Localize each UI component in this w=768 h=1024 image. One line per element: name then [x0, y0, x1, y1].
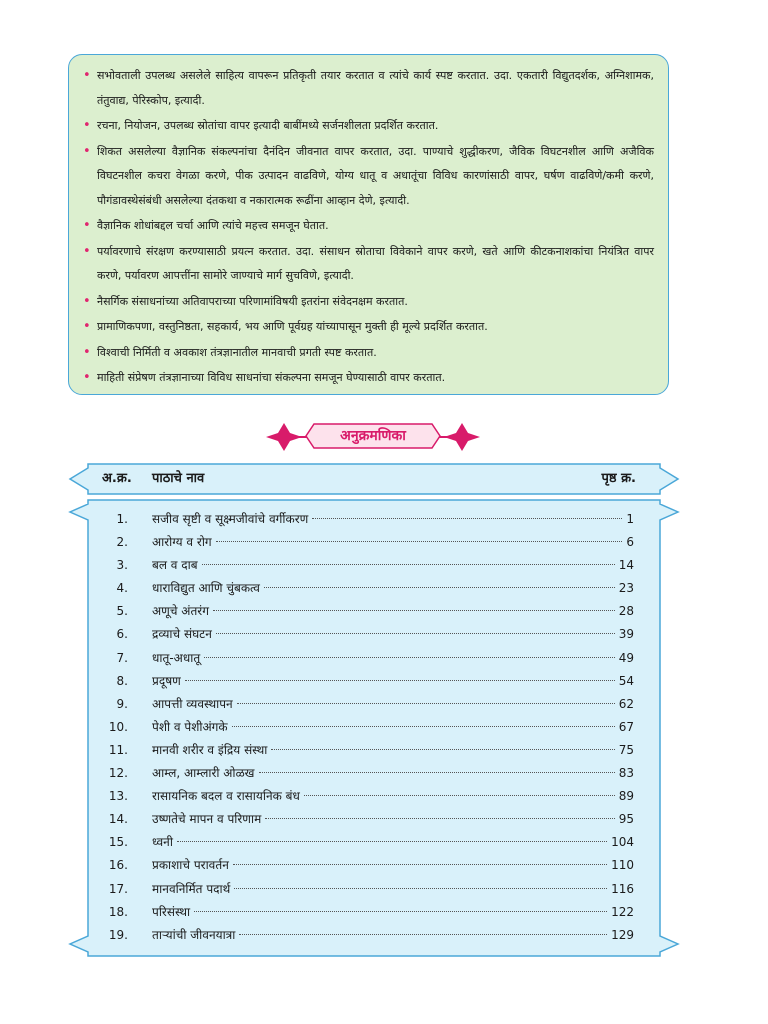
learning-outcome-item: [83, 315, 654, 340]
learning-outcome-text: माहिती संप्रेषण तंत्रज्ञानाच्या विविध साधनांचा संकल्पना समजून घेण्यासाठी वापर करतात.: [97, 371, 446, 384]
learning-outcome-text: विश्वाची निर्मिती व अवकाश तंत्रज्ञानातील मानवाची प्रगती स्पष्ट करतात.: [97, 345, 377, 359]
dot-leader: [232, 726, 615, 727]
learning-outcome-text: सभोवताली उपलब्ध असलेले साहित्य वापरून प्रतिकृती तयार करतात व त्यांचे कार्य स्पष्ट करतात. उदा. एकतारी विद्युतदर्शक, अग्निशामक, तंतुवाद्य, पेरिस्कोप, इत्यादी.: [97, 69, 654, 107]
lesson-name: प्रकाशाचे परावर्तन: [152, 858, 229, 873]
page-number: 49: [618, 650, 634, 665]
lesson-name: द्रव्याचे संघटन: [152, 627, 212, 642]
lesson-entry: [152, 554, 634, 577]
index-row: [66, 647, 682, 670]
dot-leader: [185, 680, 615, 681]
index-row: [66, 531, 682, 554]
index-row: [66, 762, 682, 785]
dot-leader: [265, 818, 614, 819]
lesson-number: 19.: [108, 927, 128, 942]
dot-leader: [271, 749, 614, 750]
lesson-name: ध्वनी: [152, 835, 173, 850]
bullet-icon: •: [83, 293, 91, 309]
learning-outcome-text: रचना, नियोजन, उपलब्ध स्रोतांचा वापर इत्यादी बाबींमध्ये सर्जनशीलता प्रदर्शित करतात.: [97, 119, 439, 132]
dot-leader: [259, 772, 615, 773]
index-row: [66, 878, 682, 901]
lesson-entry: [152, 508, 634, 531]
lesson-entry: [152, 577, 634, 600]
page-number: 83: [618, 766, 634, 781]
lesson-number: 18.: [108, 904, 128, 919]
lesson-name: सजीव सृष्टी व सूक्ष्मजीवांचे वर्गीकरण: [152, 512, 309, 526]
lesson-name: अणूचे अंतरंग: [152, 604, 209, 619]
dot-leader: [233, 864, 607, 865]
learning-outcome-item: [83, 240, 654, 289]
lesson-name: धाराविद्युत आणि चुंबकत्व: [152, 581, 260, 596]
lesson-number: 17.: [108, 881, 128, 896]
lesson-number: 3.: [116, 558, 128, 573]
lesson-entry: [152, 808, 634, 831]
lesson-number: 4.: [116, 581, 128, 596]
dot-leader: [312, 518, 622, 519]
lesson-entry: [152, 739, 634, 762]
dot-leader: [304, 795, 615, 796]
page-number: 23: [618, 581, 634, 596]
page-number: 129: [611, 927, 634, 942]
page-number: 104: [611, 835, 634, 850]
lesson-number: 11.: [108, 742, 128, 757]
header-lesson-name: पाठाचे नाव: [152, 471, 205, 486]
lesson-number: 1.: [116, 512, 128, 526]
bullet-icon: •: [83, 370, 91, 385]
lesson-name: आरोग्य व रोग: [152, 535, 212, 550]
lesson-name: आपत्ती व्यवस्थापन: [152, 696, 233, 711]
lesson-number: 8.: [116, 673, 128, 688]
lesson-name: मानवनिर्मित पदार्थ: [152, 881, 231, 896]
index-row: [66, 508, 682, 531]
dot-leader: [216, 541, 623, 542]
index-row: [66, 600, 682, 623]
index-rows: [66, 508, 682, 947]
index-row: [66, 554, 682, 577]
page-number: 28: [618, 604, 634, 619]
dot-leader: [239, 934, 607, 935]
page-number: 89: [618, 789, 634, 804]
lesson-entry: [152, 623, 634, 646]
dot-leader: [234, 888, 607, 889]
lesson-number: 9.: [116, 696, 128, 711]
page-number: 95: [618, 812, 634, 827]
lesson-name: मानवी शरीर व इंद्रिय संस्था: [152, 742, 268, 757]
learning-outcome-text: शिकत असलेल्या वैज्ञानिक संकल्पनांचा दैनंदिन जीवनात वापर करतात, उदा. पाण्याचे शुद्धीकरण, जैविक विघटनशील आणि अजैविक विघटनशील कचरा वेगळा करणे, पीक उत्पादन वाढविणे, योग्य धातू व अधातूंचा विविध कारणांसाठी वापर, घर्षण वाढविणे/कमी करणे, पौगंडावस्थेसंबंधी असलेल्या दंतकथा व नकारात्मक रूढींना आव्हान देणे, इत्यादी.: [97, 144, 654, 207]
dot-leader: [204, 657, 615, 658]
index-row: [66, 739, 682, 762]
lesson-number: 10.: [108, 719, 128, 734]
index-row: [66, 854, 682, 877]
page-number: 75: [618, 742, 634, 757]
bullet-icon: •: [83, 218, 91, 233]
learning-outcomes-list: [83, 64, 654, 391]
dot-leader: [216, 633, 615, 634]
page-number: 62: [618, 696, 634, 711]
lesson-entry: [152, 716, 634, 739]
lesson-entry: [152, 531, 634, 554]
lesson-entry: [152, 878, 634, 901]
lesson-name: उष्णतेचे मापन व परिणाम: [152, 812, 262, 827]
index-row: [66, 623, 682, 646]
learning-outcome-text: पर्यावरणाचे संरक्षण करण्यासाठी प्रयत्न करतात. उदा. संसाधन स्रोताचा विवेकाने वापर करणे, खते आणि कीटकनाशकांचा नियंत्रित वापर करणे, पर्यावरण आपत्तींना सामोरे जाण्याचे मार्ग सुचविणे, इत्यादी.: [97, 244, 654, 282]
lesson-name: रासायनिक बदल व रासायनिक बंध: [152, 789, 300, 804]
lesson-number: 16.: [108, 858, 128, 873]
learning-outcome-item: [83, 64, 654, 113]
lesson-number: 2.: [116, 535, 128, 550]
lesson-number: 15.: [108, 835, 128, 850]
index-row: [66, 808, 682, 831]
lesson-entry: [152, 901, 634, 924]
lesson-entry: [152, 831, 634, 854]
bullet-icon: •: [83, 68, 91, 83]
lesson-number: 7.: [116, 650, 128, 665]
learning-outcome-item: [83, 114, 654, 139]
bullet-icon: •: [83, 143, 91, 159]
lesson-name: प्रदूषण: [152, 673, 181, 688]
index-title-banner: [262, 418, 484, 458]
lesson-entry: [152, 785, 634, 808]
index-row: [66, 693, 682, 716]
lesson-name: बल व दाब: [152, 558, 198, 573]
lesson-entry: [152, 647, 634, 670]
index-row: [66, 785, 682, 808]
learning-outcomes-box: [68, 54, 669, 395]
lesson-entry: [152, 854, 634, 877]
lesson-name: ताऱ्यांची जीवनयात्रा: [152, 927, 236, 942]
lesson-name: धातू-अधातू: [152, 650, 201, 665]
learning-outcome-item: [83, 140, 654, 214]
dot-leader: [202, 564, 615, 565]
index-row: [66, 716, 682, 739]
page-number: 6: [626, 535, 634, 550]
index-title: अनुक्रमणिका: [340, 428, 406, 444]
dot-leader: [213, 610, 615, 611]
index-row: [66, 901, 682, 924]
page-number: 14: [618, 558, 634, 573]
learning-outcome-text: वैज्ञानिक शोधांबद्दल चर्चा आणि त्यांचे महत्त्व समजून घेतात.: [97, 219, 329, 232]
dot-leader: [264, 587, 615, 588]
learning-outcome-text: प्रामाणिकपणा, वस्तुनिष्ठता, सहकार्य, भय आणि पूर्वग्रह यांच्यापासून मुक्ती ही मूल्ये प्रदर्शित करतात.: [97, 320, 488, 333]
page-number: 39: [618, 627, 634, 642]
header-page-no: पृष्ठ क्र.: [601, 471, 636, 486]
learning-outcome-text: नैसर्गिक संसाधनांच्या अतिवापराच्या परिणामांविषयी इतरांना संवेदनक्षम करतात.: [97, 294, 408, 308]
page-number: 1: [626, 512, 634, 526]
lesson-number: 13.: [108, 789, 128, 804]
dot-leader: [177, 841, 607, 842]
index-row: [66, 831, 682, 854]
lesson-entry: [152, 693, 634, 716]
lesson-entry: [152, 762, 634, 785]
lesson-name: आम्ल, आम्लारी ओळख: [152, 766, 255, 781]
learning-outcome-item: [83, 214, 654, 239]
page-number: 54: [618, 673, 634, 688]
page-number: 122: [611, 904, 634, 919]
bullet-icon: •: [83, 344, 91, 360]
index-header-bar: [66, 462, 682, 496]
lesson-name: परिसंस्था: [152, 904, 191, 919]
index-row: [66, 670, 682, 693]
page-number: 110: [611, 858, 634, 873]
bullet-icon: •: [83, 243, 91, 259]
dot-leader: [194, 911, 607, 912]
lesson-number: 6.: [116, 627, 128, 642]
learning-outcome-item: [83, 341, 654, 366]
dot-leader: [237, 703, 615, 704]
index-row: [66, 577, 682, 600]
lesson-entry: [152, 600, 634, 623]
lesson-entry: [152, 924, 634, 947]
page-number: 116: [611, 881, 634, 896]
bullet-icon: •: [83, 118, 91, 133]
bullet-icon: •: [83, 319, 91, 334]
index-table: [66, 498, 682, 958]
learning-outcome-item: [83, 366, 654, 391]
lesson-number: 12.: [108, 766, 128, 781]
page-number: 67: [618, 719, 634, 734]
header-serial-no: अ.क्र.: [102, 471, 132, 486]
lesson-number: 14.: [108, 812, 128, 827]
lesson-entry: [152, 670, 634, 693]
index-row: [66, 924, 682, 947]
lesson-name: पेशी व पेशीअंगके: [152, 719, 228, 734]
learning-outcome-item: [83, 290, 654, 315]
lesson-number: 5.: [116, 604, 128, 619]
